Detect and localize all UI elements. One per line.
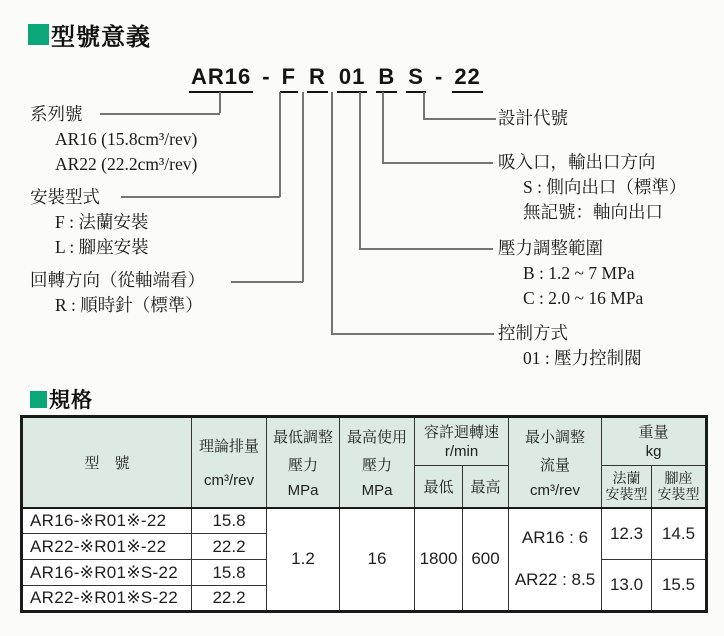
col-header-text: 最低調整: [272, 429, 333, 446]
model-code-segment-control: 01: [337, 64, 367, 93]
flow-value: AR16 : 6: [521, 528, 589, 548]
connector-line-series: [219, 92, 221, 113]
label-line: 無記號：軸向出口: [523, 202, 663, 222]
section-title-text: 規格: [49, 389, 93, 412]
col-header-unit: cm³/rev: [204, 472, 254, 490]
connector-line-mount: [279, 92, 281, 197]
label-title: 系列號: [30, 104, 83, 124]
model-code-segment-series: AR16: [189, 64, 253, 93]
connector-line-rotation: [302, 92, 304, 282]
model-code-segment-pressure: B: [376, 64, 397, 93]
model-code-segment-rotation: R: [307, 64, 328, 93]
col-header-min-adj-pressure: [267, 417, 340, 508]
cell-displacement: 22.2: [192, 534, 267, 560]
cell-speed-max: 600: [463, 508, 509, 612]
model-meaning-section-title: [28, 17, 151, 52]
col-subheader-speed-min: [415, 466, 463, 508]
label-group-rotation: [30, 268, 205, 318]
table-row: [22, 508, 707, 534]
cell-weight-flange: 12.3: [602, 508, 652, 560]
label-line: AR22 (22.2cm³/rev): [55, 154, 198, 174]
label-line: R : 順時針（標準）: [55, 295, 203, 315]
label-title: 壓力調整範圍: [498, 238, 603, 258]
col-header-unit: r/min: [444, 442, 479, 460]
col-header-displacement: [192, 417, 267, 508]
label-title: 控制方式: [498, 323, 568, 343]
cell-model: AR22-※R01※S-22: [22, 586, 192, 612]
col-header-text: 腳座: [664, 470, 693, 487]
col-header-text: 最小調整: [524, 429, 585, 446]
cell-weight-foot: 14.5: [652, 508, 707, 560]
label-title: 吸入口，輸出口方向: [498, 152, 656, 172]
col-header-unit: cm³/rev: [530, 481, 580, 499]
cell-displacement: 15.8: [192, 560, 267, 586]
col-header-text: 最低: [423, 478, 454, 496]
cell-weight-flange: 13.0: [602, 560, 652, 612]
label-group-control-type: [498, 321, 642, 371]
cell-min-adj-pressure: 1.2: [267, 508, 340, 612]
col-header-unit: kg: [645, 442, 662, 460]
connector-line-design: [423, 118, 496, 120]
col-header-text: 容許迴轉速: [423, 423, 499, 441]
col-header-text: 壓力: [361, 456, 392, 474]
model-code-segment-design: 22: [452, 64, 482, 93]
col-header-unit: MPa: [361, 481, 393, 499]
col-header-allowable-speed: [415, 417, 509, 466]
cell-displacement: 15.8: [192, 508, 267, 534]
col-subheader-weight-foot: [652, 466, 707, 508]
label-line: AR16 (15.8cm³/rev): [55, 129, 198, 149]
label-line: C : 2.0 ~ 16 MPa: [523, 288, 644, 308]
col-header-max-use-pressure: [340, 417, 415, 508]
label-title: 回轉方向（從軸端看）: [30, 270, 205, 290]
label-group-pressure-range: [498, 236, 643, 311]
col-header-model: [22, 417, 192, 508]
col-header-min-adj-flow: [509, 417, 602, 508]
cell-speed-min: 1800: [415, 508, 463, 612]
connector-line-design: [423, 92, 425, 119]
cell-weight-foot: 15.5: [652, 560, 707, 612]
spec-table: [20, 415, 708, 613]
section-title-text: 型號意義: [51, 24, 151, 51]
label-group-mount: [30, 185, 149, 260]
col-header-text: 型 號: [84, 454, 130, 472]
connector-line-control: [331, 333, 494, 335]
flow-value: AR22 : 8.5: [514, 570, 596, 590]
col-header-text: 流量: [539, 456, 570, 474]
col-subheader-weight-flange: [602, 466, 652, 508]
label-line: S : 側向出口（標準）: [523, 177, 687, 197]
col-header-text: 最高: [470, 478, 501, 496]
model-code: [189, 64, 483, 93]
cell-max-use-pressure: 16: [340, 508, 415, 612]
label-title: 設計代號: [498, 108, 568, 128]
col-header-unit: MPa: [287, 481, 319, 499]
col-header-text: 安裝型: [605, 486, 648, 503]
cell-model: AR16-※R01※-22: [22, 508, 192, 534]
label-line: L : 腳座安裝: [55, 237, 149, 257]
cell-model: AR16-※R01※S-22: [22, 560, 192, 586]
cell-min-adj-flow: [509, 508, 602, 612]
col-header-text: 最高使用: [346, 429, 407, 446]
col-header-text: 理論排量: [198, 438, 259, 456]
model-code-segment-mount: F: [280, 64, 298, 93]
col-header-text: 壓力: [287, 456, 318, 474]
label-line: F : 法蘭安裝: [55, 212, 149, 232]
label-title: 安裝型式: [30, 187, 100, 207]
label-group-series: [30, 102, 197, 177]
col-header-text: 重量: [638, 423, 669, 441]
label-line: B : 1.2 ~ 7 MPa: [523, 263, 635, 283]
col-header-text: 法蘭: [612, 470, 641, 487]
connector-line-rotation: [231, 281, 303, 283]
cell-displacement: 22.2: [192, 586, 267, 612]
label-group-design-code: [498, 106, 568, 131]
cell-model: AR22-※R01※-22: [22, 534, 192, 560]
col-header-text: 安裝型: [657, 486, 700, 503]
spec-section-title: [30, 384, 93, 414]
col-header-weight: [602, 417, 707, 466]
section-bullet-icon: [30, 391, 47, 408]
label-group-port-direction: [498, 150, 686, 225]
model-code-segment-port: S: [406, 64, 426, 93]
label-line: 01 : 壓力控制閥: [523, 348, 642, 368]
connector-line-port: [382, 162, 493, 164]
section-bullet-icon: [28, 24, 49, 45]
model-code-hyphen: -: [434, 64, 444, 89]
col-subheader-speed-max: [463, 466, 509, 508]
model-code-hyphen: -: [262, 64, 271, 89]
connector-line-port: [382, 92, 384, 163]
connector-line-pressure: [359, 92, 361, 249]
connector-line-pressure: [359, 248, 493, 250]
connector-line-control: [331, 92, 333, 334]
